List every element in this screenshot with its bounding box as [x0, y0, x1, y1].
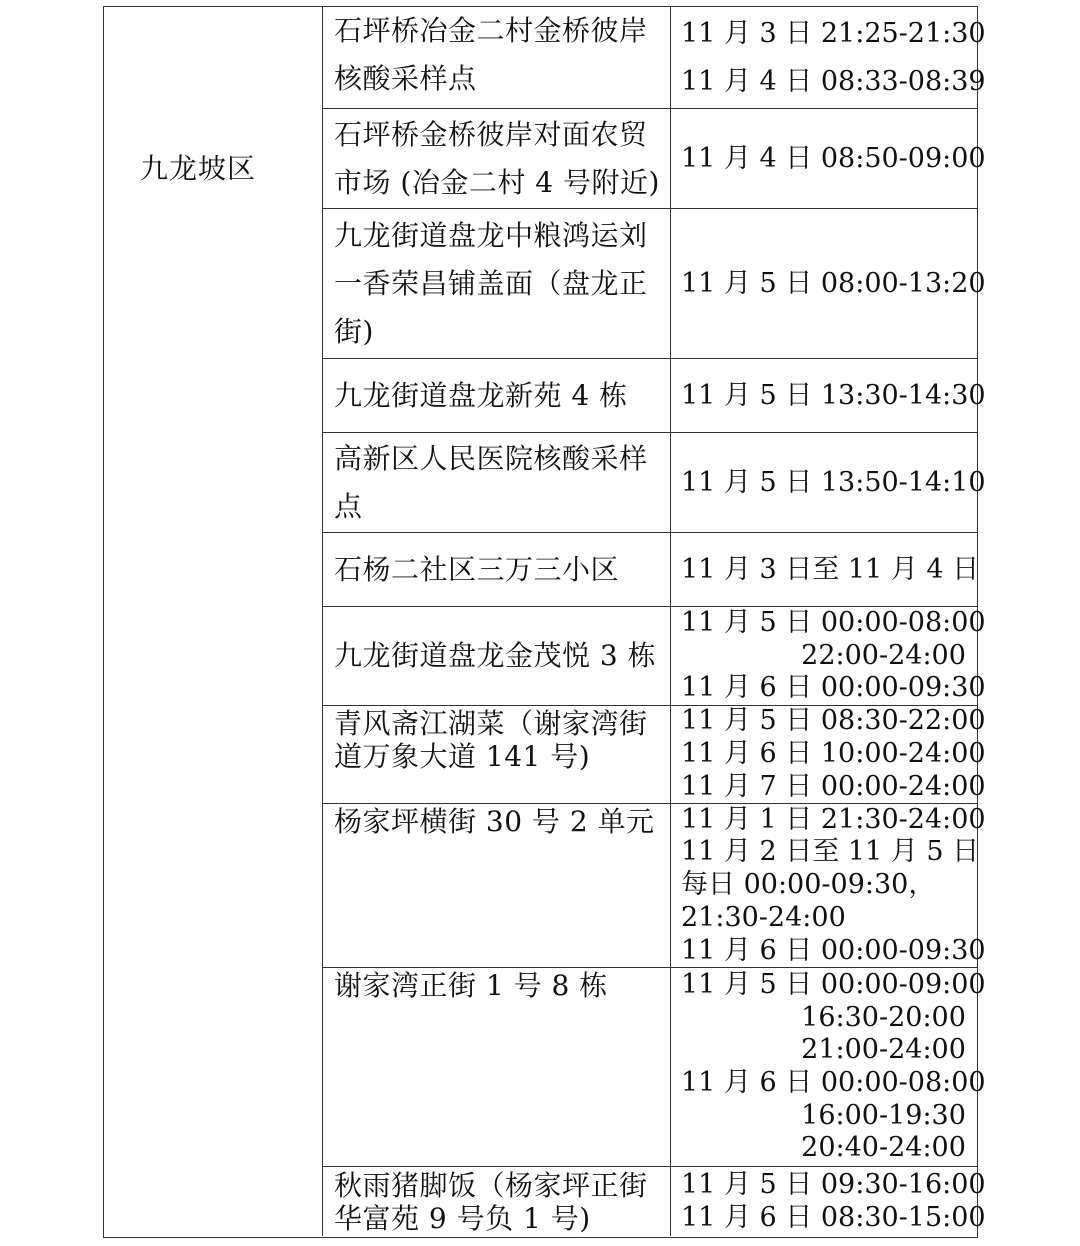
- schedule-table: [103, 6, 986, 1238]
- table-row: [323, 7, 986, 109]
- location-cell: [323, 109, 671, 208]
- table-row: [323, 109, 986, 209]
- location-cell: 谢家湾正街 1 号 8 栋: [323, 968, 671, 1166]
- time-line: 11 月 5 日 08:00-13:20: [681, 267, 986, 299]
- location-text: 石坪桥金桥彼岸对面农贸市场 (冶金二村 4 号附近): [334, 117, 660, 199]
- location-cell: 青风斋江湖菜（谢家湾街道万象大道 141 号): [323, 706, 671, 803]
- district-cell: [104, 7, 323, 1236]
- table-row: [323, 209, 986, 359]
- location-text: 秋雨猪脚饭（杨家坪正街华富苑 9 号负 1 号): [334, 1168, 648, 1235]
- time-line: 11 月 5 日 13:50-14:10: [681, 466, 986, 498]
- table-row: [323, 433, 986, 533]
- time-line: 11 月 6 日 00:00-09:30: [681, 672, 986, 704]
- location-cell: [323, 607, 671, 705]
- time-line: 16:30-20:00: [681, 1001, 966, 1033]
- location-cell: 杨家坪横街 30 号 2 单元: [323, 804, 671, 967]
- time-line: 11 月 5 日 00:00-08:00: [681, 606, 986, 638]
- location-text: 九龙街道盘龙金茂悦 3 栋: [334, 639, 657, 672]
- time-line: 21:30-24:00: [681, 901, 846, 933]
- time-cell: [671, 705, 986, 803]
- location-text: 九龙街道盘龙新苑 4 栋: [334, 378, 628, 412]
- location-cell: [323, 209, 671, 358]
- table-row: [323, 606, 986, 706]
- location-cell: [323, 359, 671, 432]
- time-cell: [671, 533, 980, 606]
- location-cell: [323, 433, 671, 532]
- time-line: 11 月 6 日 08:30-15:00: [681, 1201, 986, 1233]
- time-line: 22:00-24:00: [681, 639, 966, 671]
- time-line: 11 月 4 日 08:50-09:00: [681, 142, 986, 174]
- location-text: 高新区人民医院核酸采样点: [334, 441, 648, 523]
- time-line: 11 月 5 日 09:30-16:00: [681, 1168, 986, 1200]
- time-cell: [671, 606, 986, 705]
- time-line: 11 月 5 日 00:00-09:00: [681, 968, 986, 1000]
- time-line: 每日 00:00-09:30，: [681, 869, 936, 901]
- time-line: 11 月 4 日 08:33-08:39: [681, 65, 986, 97]
- time-line: 11 月 6 日 00:00-08:00: [681, 1067, 986, 1098]
- time-line: 11 月 5 日 13:30-14:30: [681, 379, 986, 411]
- time-cell: [671, 359, 986, 432]
- time-line: 20:40-24:00: [681, 1132, 966, 1164]
- district-name: 九龙坡区: [140, 152, 257, 185]
- table-row: [323, 705, 986, 804]
- table-row: [323, 533, 980, 607]
- time-cell: [671, 109, 986, 208]
- time-cell: [671, 209, 986, 358]
- time-line: 21:00-24:00: [681, 1034, 966, 1066]
- time-cell: [671, 7, 986, 108]
- table-row: [323, 968, 986, 1167]
- location-text: 石杨二社区三万三小区: [334, 552, 620, 586]
- table-row: [323, 803, 986, 968]
- time-line: 16:00-19:30: [681, 1099, 966, 1131]
- location-cell: 石坪桥冶金二村金桥彼岸核酸采样点: [323, 7, 671, 108]
- time-cell: [671, 1167, 986, 1236]
- time-line: 11 月 3 日至 11 月 4 日: [681, 553, 980, 585]
- time-line: 11 月 7 日 00:00-24:00: [681, 770, 986, 802]
- location-text: 九龙街道盘龙中粮鸿运刘一香荣昌铺盖面（盘龙正街): [334, 218, 648, 348]
- location-cell: [323, 533, 671, 606]
- time-cell: [671, 433, 986, 532]
- time-line: 11 月 3 日 21:25-21:30: [681, 17, 986, 49]
- time-line: 11 月 6 日 10:00-24:00: [681, 738, 986, 770]
- location-cell: [323, 1167, 671, 1236]
- table-row: [323, 1167, 986, 1236]
- table-row: [323, 359, 986, 433]
- time-cell: [671, 803, 986, 967]
- time-cell: [671, 968, 986, 1166]
- time-line: 11 月 5 日 08:30-22:00: [681, 705, 986, 737]
- time-line: 11 月 1 日 21:30-24:00: [681, 803, 986, 835]
- time-line: 11 月 6 日 00:00-09:30: [681, 934, 986, 966]
- time-line: 11 月 2 日至 11 月 5 日: [681, 836, 980, 868]
